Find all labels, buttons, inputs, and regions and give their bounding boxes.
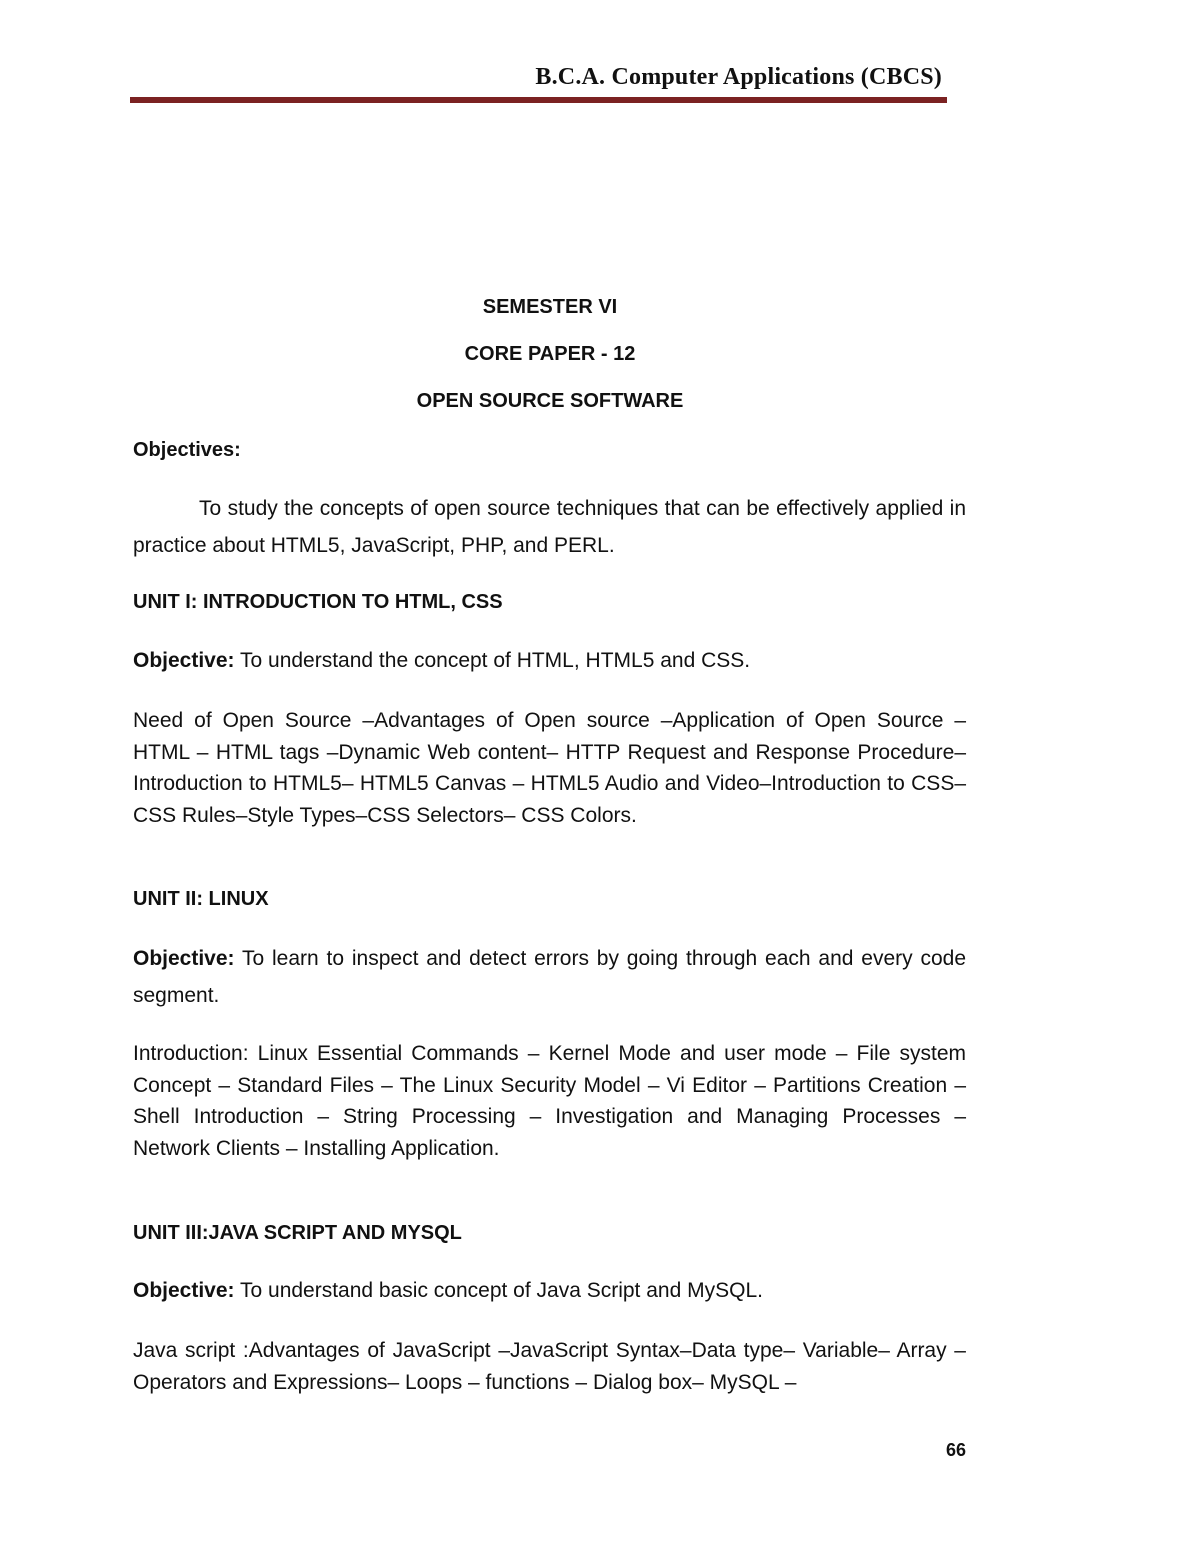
unit-3-objective-label: Objective: — [133, 1279, 235, 1302]
unit-2-content: Introduction: Linux Essential Commands – Kernel Mode and user mode – File system Concept – Standard Files – The Linux Security Model – Vi Editor – Partitions Creation – Shell Introduction – String Processing – Investigation and Managing Processes – Network Clients – Installing Application. — [133, 1042, 966, 1160]
unit-2-objective-label: Objective: — [133, 947, 235, 970]
paper-heading: CORE PAPER - 12 — [464, 343, 636, 365]
unit-2-objective — [133, 940, 966, 1014]
unit-1-heading: UNIT I: INTRODUCTION TO HTML, CSS — [133, 591, 503, 613]
unit-2-objective-text: To learn to inspect and detect errors by going through each and every code segment. — [133, 947, 966, 1007]
unit-3-heading: UNIT III:JAVA SCRIPT AND MYSQL — [133, 1222, 462, 1244]
unit-3-objective-text: To understand basic concept of Java Script and MySQL. — [234, 1279, 763, 1302]
unit-3-content: Java script :Advantages of JavaScript –JavaScript Syntax–Data type– Variable– Array – Operators and Expressions– Loops – functions – Dialog box– MySQL – — [133, 1339, 966, 1394]
semester-heading: SEMESTER VI — [482, 296, 618, 318]
unit-3-objective — [133, 1279, 966, 1303]
running-header-title: B.C.A. Computer Applications (CBCS) — [535, 64, 942, 90]
header-divider — [130, 97, 947, 103]
objectives-text: To study the concepts of open source techniques that can be effectively applied in practice about HTML5, JavaScript, PHP, and PERL. — [133, 497, 966, 557]
page-number: 66 — [946, 1440, 967, 1460]
unit-1-objective-label: Objective: — [133, 649, 235, 672]
unit-1-objective-text: To understand the concept of HTML, HTML5 and CSS. — [234, 649, 751, 672]
unit-1-objective — [133, 649, 966, 673]
unit-2-heading: UNIT II: LINUX — [133, 888, 269, 910]
objectives-label: Objectives: — [133, 439, 241, 461]
subject-heading: OPEN SOURCE SOFTWARE — [416, 390, 684, 412]
unit-1-content: Need of Open Source –Advantages of Open source –Application of Open Source – HTML – HTML tags –Dynamic Web content– HTTP Request and Response Procedure–Introduction to HTML5– HTML5 Canvas – HTML5 Audio and Video–Introduction to CSS– CSS Rules–Style Types–CSS Selectors– CSS Colors. — [133, 709, 966, 827]
